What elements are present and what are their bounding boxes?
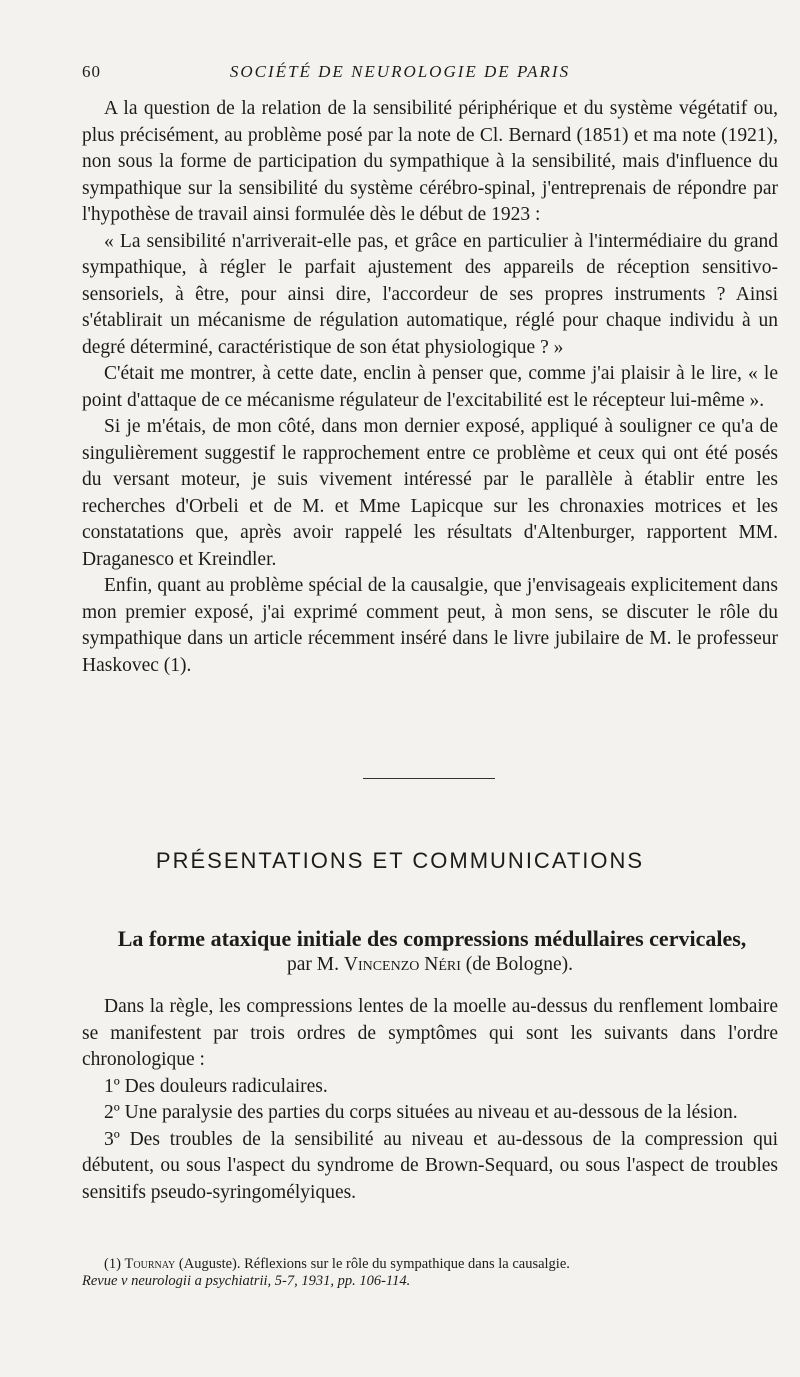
list-item: 3º Des troubles de la sensibilité au niveau et au-dessous de la compression qui débutent, ou sous l'aspect du syndrome de Brown-Sequard, ou sous l'aspect de troubles sensitifs pseudo-syringomélyiques.: [82, 1128, 778, 1203]
page-number: 60: [82, 62, 101, 81]
article-byline: [82, 954, 778, 976]
footnote-line-2: Revue v neurologii a psychiatrii, 5-7, 1931, pp. 106-114.: [82, 1273, 411, 1289]
paragraph: Dans la règle, les compressions lentes de la moelle au-dessus du renflement lombaire se manifestent par trois ordres de symptômes qui sont les suivants dans l'ordre chronologique :: [82, 996, 778, 1070]
footnote-marker: (1): [104, 1256, 121, 1272]
upper-text-block: [82, 96, 778, 679]
footnote: [82, 1256, 778, 1290]
byline-affiliation: (de Bologne).: [465, 954, 573, 975]
section-title: PRÉSENTATIONS ET COMMUNICATIONS: [155, 848, 645, 873]
byline-prefix: par M.: [286, 954, 339, 975]
paragraph: Enfin, quant au problème spécial de la causalgie, que j'envisageais explicitement dans mon premier exposé, j'ai exprimé comment peut, à mon sens, se discuter le rôle du sympathique dans un article récemment inséré dans le livre jubilaire de M. le professeur Haskovec (1).: [82, 575, 778, 676]
list-item: 1º Des douleurs radiculaires.: [104, 1075, 328, 1097]
author-name: Vincenzo Néri: [343, 954, 461, 975]
paragraph: Si je m'étais, de mon côté, dans mon dernier exposé, appliqué à souligner ce qu'a de singulièrement suggestif le rapprochement entre ce problème et ceux qui ont été posés du versant moteur, je suis vivement intéressé par le parallèle à établir entre les recherches d'Orbeli et de M. et Mme Lapicque sur les chronaxies motrices et les constatations que, après avoir rappelé les résultats d'Altenburger, rapportent MM. Draganesco et Kreindler.: [82, 416, 778, 570]
lower-text-block: [82, 994, 778, 1206]
footnote-author: Tournay: [124, 1256, 176, 1272]
paragraph: A la question de la relation de la sensibilité périphérique et du système végétatif ou, plus précisément, au problème posé par la note de Cl. Bernard (1851) et ma note (1921), non sous la forme de participation du sympathique à la sensibilité, mais d'influence du sympathique sur la sensibilité du système cérébro-spinal, j'entreprenais de répondre par l'hypothèse de travail ainsi formulée dès le début de 1923 :: [82, 98, 778, 225]
article-title: La forme ataxique initiale des compressions médullaires cervicales,: [117, 926, 747, 951]
journal-title: SOCIÉTÉ DE NEUROLOGIE DE PARIS: [229, 62, 571, 81]
footnote-line-1: [82, 1256, 778, 1273]
paragraph: « La sensibilité n'arriverait-elle pas, et grâce en particulier à l'intermédiaire du grand sympathique, à régler le parfait ajustement des appareils de réception sensitivo-sensoriels, à être, pour ainsi dire, l'accordeur de ses propres instruments ? Ainsi s'établirait un mécanisme de régulation automatique, réglé pour chaque individu à un degré déterminé, caractéristique de son état physiologique ? »: [82, 230, 778, 358]
list-item: 2º Une paralysie des parties du corps situées au niveau et au-dessous de la lésion.: [104, 1102, 738, 1123]
running-header: [82, 62, 718, 86]
footnote-text: (Auguste). Réflexions sur le rôle du sympathique dans la causalgie.: [178, 1256, 570, 1272]
paragraph: C'était me montrer, à cette date, enclin à penser que, comme j'ai plaisir à le lire, « le point d'attaque de ce mécanisme régulateur de l'excitabilité est le récepteur lui-même ».: [82, 363, 778, 411]
section-divider: [363, 778, 495, 779]
